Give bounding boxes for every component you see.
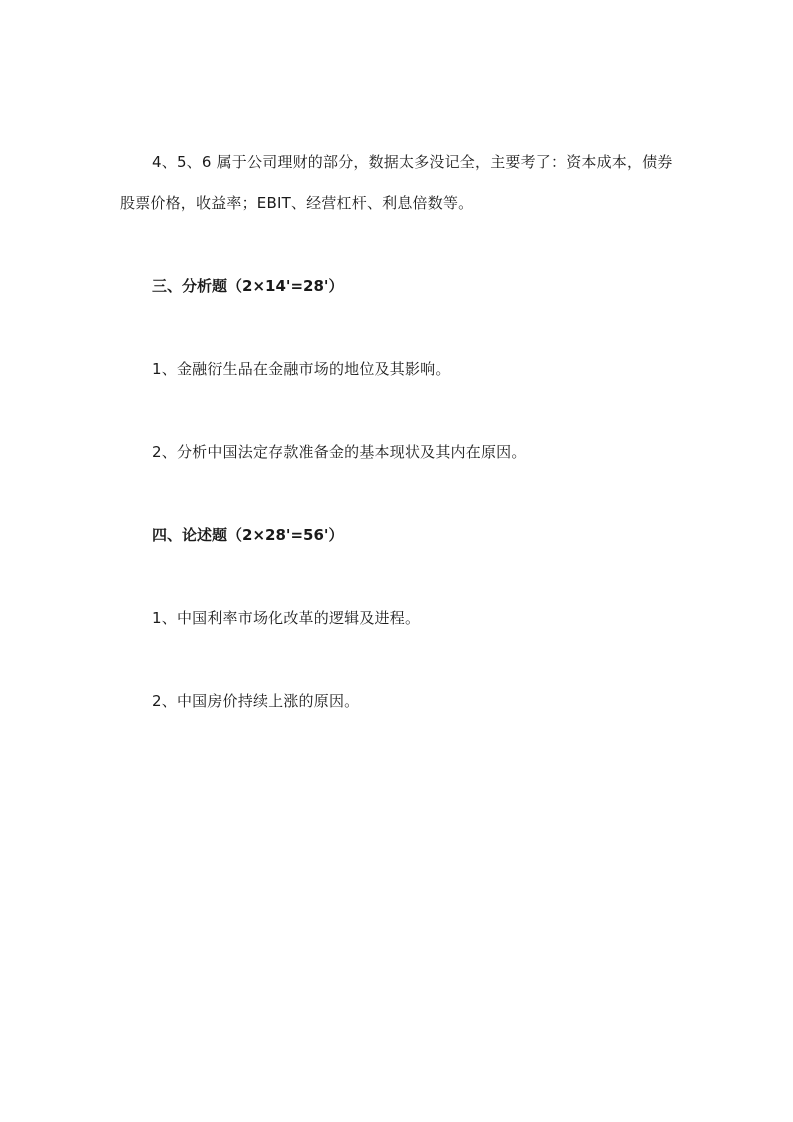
intro-paragraph: 4、5、6 属于公司理财的部分，数据太多没记全，主要考了：资本成本，债券股票价格，收益率；EBIT、经营杠杆、利息倍数等。 [120,153,673,212]
spacer [120,473,680,515]
section-3-item-1: 1、金融衍生品在金融市场的地位及其影响。 [152,360,451,378]
spacer [120,556,680,598]
spacer [120,307,680,349]
section-4-item-1: 1、中国利率市场化改革的逻辑及进程。 [152,609,421,627]
section-3-item-2: 2、分析中国法定存款准备金的基本现状及其内在原因。 [152,443,527,461]
spacer [120,390,680,432]
section-4-heading: 四、论述题（2×28'=56'） [152,526,344,544]
spacer [120,224,680,266]
spacer [120,639,680,681]
section-3-heading: 三、分析题（2×14'=28'） [152,277,344,295]
section-4-item-2: 2、中国房价持续上涨的原因。 [152,692,360,710]
document-content [120,142,680,722]
